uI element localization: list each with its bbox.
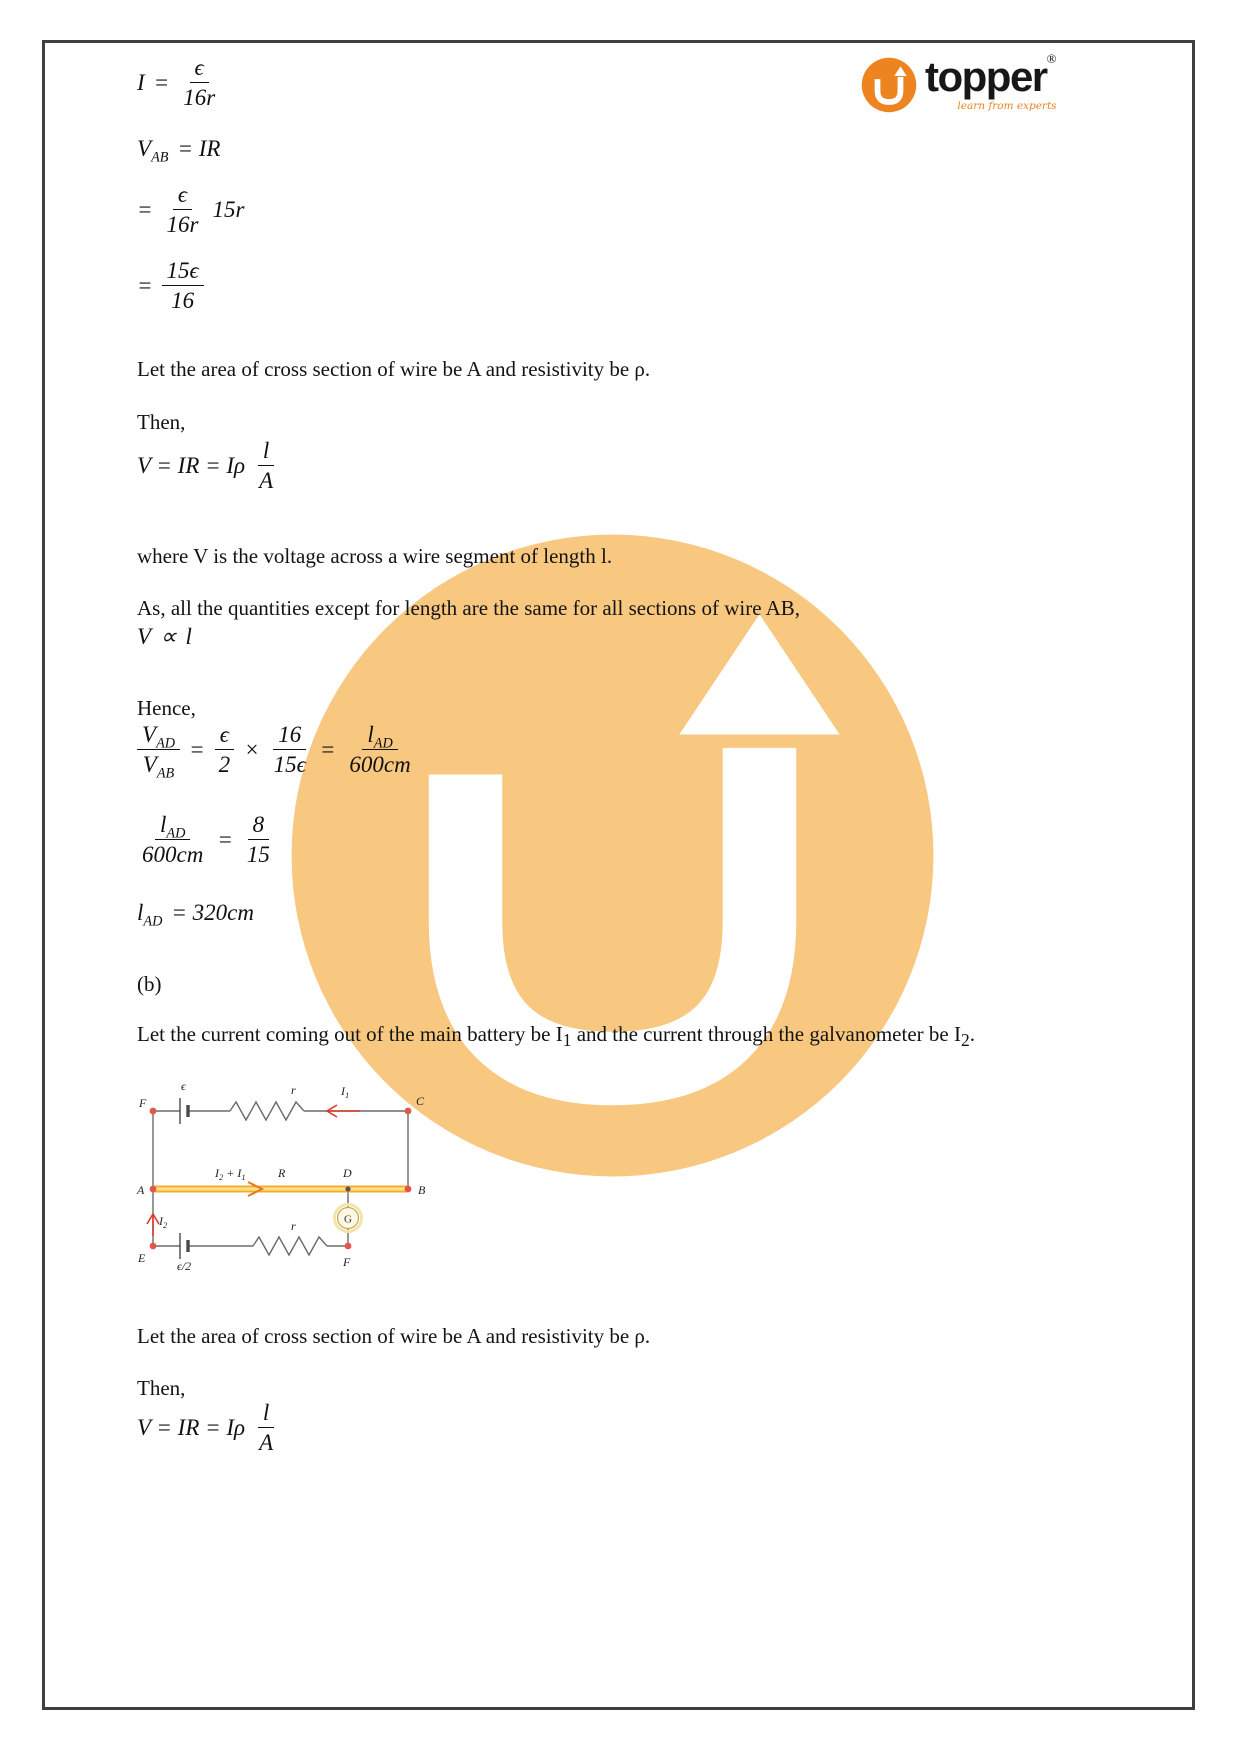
fraction: $\frac{l}{A}$ xyxy=(259,438,274,494)
node-f-bottom xyxy=(345,1243,352,1250)
equation-vab-result: = $\frac{15\epsilon}{16}$ xyxy=(137,258,204,315)
circuit-diagram xyxy=(135,1078,435,1283)
label-r-bottom: r xyxy=(291,1219,296,1233)
node-b xyxy=(405,1186,412,1193)
node-f-top xyxy=(150,1108,157,1115)
equation-ratio: $\frac{V_{AD}}{V_{AB}}$ = $\frac{\epsilon}{2}$ × $\frac{16}{15\epsilon}$ = $\frac{l_{AD}}{600cm}$ xyxy=(137,722,416,779)
label-e: E xyxy=(138,1251,146,1265)
fraction: $\frac{\epsilon}{16r}$ xyxy=(166,182,199,238)
equation-vab-step: = $\frac{\epsilon}{16r}$ 15r xyxy=(137,182,245,238)
equation-current: I = $\frac{\epsilon}{16r}$ xyxy=(137,55,220,112)
equation-vab: $V_{AB}$ = IR xyxy=(137,136,221,166)
label-i2: $I_2$ xyxy=(159,1214,168,1230)
resistor-top-icon xyxy=(230,1102,304,1120)
battery-top-icon xyxy=(180,1098,188,1124)
fraction: $\frac{\epsilon}{16r}$ xyxy=(183,55,216,111)
fraction: $\frac{V_{AD}}{V_{AB}}$ xyxy=(137,722,180,779)
fraction: $\frac{8}{15}$ xyxy=(246,812,270,868)
label-r-mid: R xyxy=(278,1166,286,1180)
node-c xyxy=(405,1108,412,1115)
equation-lad-result: $l_{AD}$ = 320cm xyxy=(137,900,254,930)
node-a xyxy=(150,1186,157,1193)
logo-text xyxy=(925,51,1057,112)
current-arrow-i1 xyxy=(327,1105,360,1117)
equation-ohms-law-2: V = IR = Iρ $\frac{l}{A}$ xyxy=(137,1400,278,1457)
brand-name: topper xyxy=(925,53,1047,100)
label-f-bottom: F xyxy=(343,1255,351,1269)
node-e xyxy=(150,1243,157,1250)
label-i1: $I_1$ xyxy=(341,1084,350,1100)
label-emf-top: ϵ xyxy=(181,1079,186,1093)
paragraph-then-1: Then, xyxy=(137,410,186,434)
logo-tagline: learn from experts xyxy=(957,100,1057,112)
label-d: D xyxy=(343,1166,352,1180)
equation-ohms-law-1: V = IR = Iρ $\frac{l}{A}$ xyxy=(137,438,278,495)
paragraph-area-resistivity-2: Let the area of cross section of wire be A and resistivity be ρ. xyxy=(137,1324,651,1348)
label-emf-bottom: ϵ/2 xyxy=(177,1259,192,1273)
label-b: B xyxy=(418,1183,426,1197)
paragraph-then-2: Then, xyxy=(137,1376,186,1400)
label-r-top: r xyxy=(291,1083,296,1097)
fraction: $\frac{l}{A}$ xyxy=(259,1400,274,1456)
fraction: $\frac{\epsilon}{2}$ xyxy=(214,722,236,779)
fraction: $\frac{l_{AD}}{600cm}$ xyxy=(349,722,411,778)
topper-logo-icon xyxy=(860,56,918,114)
topper-logo xyxy=(860,51,1057,114)
resistor-bottom-icon xyxy=(253,1237,327,1255)
node-d xyxy=(345,1186,350,1191)
label-a: A xyxy=(137,1183,145,1197)
paragraph-voltage-segment: where V is the voltage across a wire segment of length l. xyxy=(137,544,613,568)
label-c: C xyxy=(416,1094,425,1108)
paragraph-currents: Let the current coming out of the main battery be $I_1$ and the current through the galvanometer be $I_2$. xyxy=(137,1022,975,1051)
label-i2-plus-i1: $I_2 + I_1$ xyxy=(215,1166,246,1182)
paragraph-part-b: (b) xyxy=(137,972,162,996)
galvanometer-label: G xyxy=(344,1213,352,1226)
registered-mark: ® xyxy=(1046,51,1057,66)
equation-length-ratio: $\frac{l_{AD}}{600cm}$ = $\frac{8}{15}$ xyxy=(137,812,275,869)
paragraph-area-resistivity-1: Let the area of cross section of wire be A and resistivity be ρ. xyxy=(137,357,651,381)
galvanometer-icon xyxy=(335,1205,362,1232)
fraction: $\frac{16}{15\epsilon}$ xyxy=(273,722,306,778)
label-f-top: F xyxy=(139,1096,147,1110)
paragraph-hence: Hence, xyxy=(137,696,196,720)
fraction: $\frac{15\epsilon}{16}$ xyxy=(162,258,204,315)
equation-proportional: V ∝ l xyxy=(137,624,192,649)
fraction: $\frac{l_{AD}}{600cm}$ xyxy=(142,812,204,868)
paragraph-same-quantities: As, all the quantities except for length are the same for all sections of wire AB, xyxy=(137,596,801,620)
battery-bottom-icon xyxy=(180,1233,188,1259)
current-arrow-i2 xyxy=(147,1214,159,1236)
